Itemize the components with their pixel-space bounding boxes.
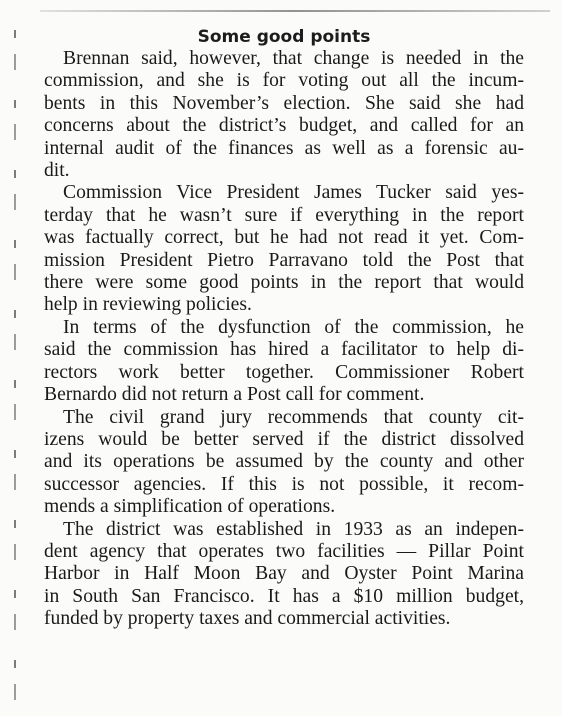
paragraph-1: [44, 48, 524, 182]
text-line: rectors work better together. Commissioner Robert: [44, 361, 524, 383]
text-line: izens would be better served if the district dissolved: [44, 428, 524, 450]
text-line: Commission Vice President James Tucker said yes-: [63, 182, 524, 204]
text-line: there were some good points in the report that would: [44, 272, 524, 294]
paragraph-2: [44, 182, 524, 316]
paragraph-3: [44, 317, 524, 407]
text-line: terday that he wasn’t sure if everything in the report: [44, 204, 524, 226]
text-line: The district was established in 1933 as an indepen-: [63, 518, 524, 540]
text-line: help in reviewing policies.: [44, 294, 252, 316]
section-headline: Some good points: [197, 27, 371, 47]
text-line: In terms of the dysfunction of the commission, he: [63, 316, 524, 338]
paragraph-4: [44, 407, 524, 519]
text-line: and its operations be assumed by the county and other: [44, 451, 524, 473]
text-line: The civil grand jury recommends that county cit-: [63, 406, 524, 428]
text-line: funded by property taxes and commercial activities.: [44, 608, 451, 630]
text-line: was factually correct, but he had not read it yet. Com-: [44, 227, 524, 249]
text-line: Harbor in Half Moon Bay and Oyster Point Marina: [44, 563, 524, 585]
text-line: internal audit of the finances as well as a forensic au-: [44, 137, 524, 159]
paragraph-5: [44, 519, 524, 631]
text-line: successor agencies. If this is not possible, it recom-: [44, 473, 524, 495]
left-column-rule: [14, 30, 16, 700]
text-line: mends a simplification of operations.: [44, 496, 336, 518]
text-line: commission, and she is for voting out all the incum-: [44, 70, 524, 92]
text-line: bents in this November’s election. She said she had: [44, 92, 524, 114]
text-line: dit.: [44, 160, 70, 182]
text-line: concerns about the district’s budget, and called for an: [44, 115, 524, 137]
article-body: [44, 26, 524, 631]
top-divider-rule: [40, 10, 550, 12]
text-line: dent agency that operates two facilities — Pillar Point: [44, 540, 524, 562]
text-line: mission President Pietro Parravano told the Post that: [44, 249, 524, 271]
text-line: in South San Francisco. It has a $10 million budget,: [44, 585, 524, 607]
text-line: Bernardo did not return a Post call for comment.: [44, 384, 425, 406]
text-line: said the commission has hired a facilitator to help di-: [44, 339, 524, 361]
text-line: Brennan said, however, that change is needed in the: [63, 48, 524, 69]
